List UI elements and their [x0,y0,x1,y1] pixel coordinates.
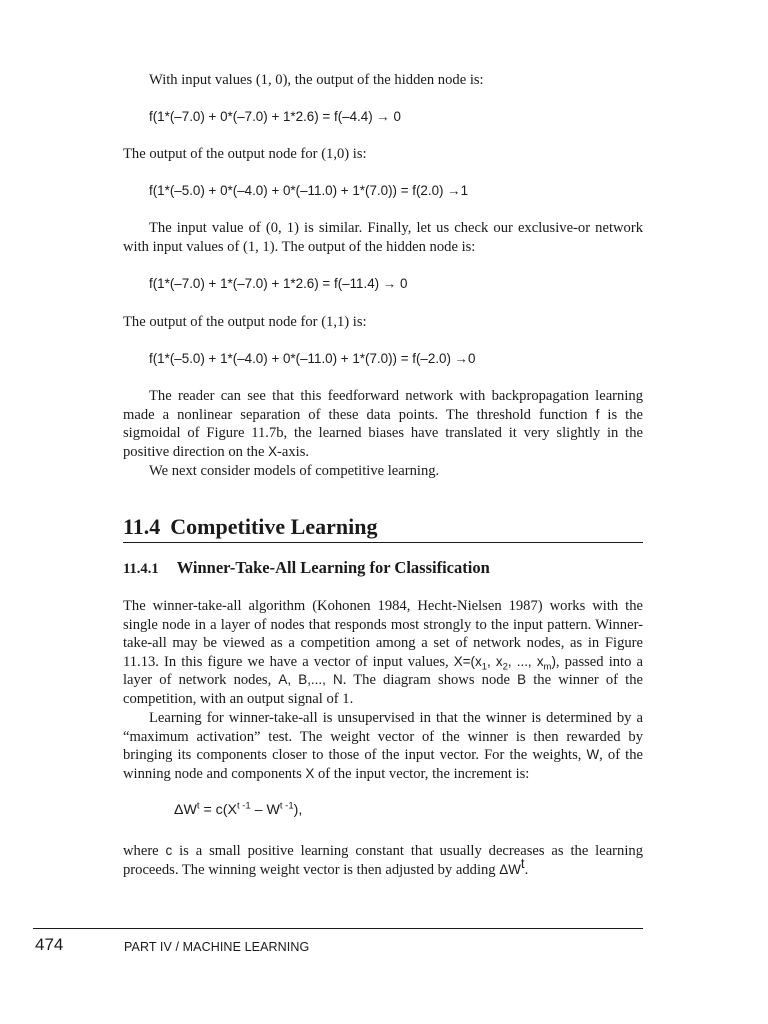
text: The reader can see that this feedforward network with backpropagation learning made a nonlinear separation of these data points. The threshold function [123,388,643,423]
subscript: 2 [502,661,508,673]
superscript: t -1 [236,800,251,812]
text: is the sigmoidal of Figure 11.7b, the learned biases have translated it very slightly in the positive direction on the [123,406,643,460]
text: = c(X [199,802,237,818]
symbol-x: X [305,765,315,781]
text: The winner-take-all algorithm (Kohonen 1984, Hecht-Nielsen 1987) works with the single node in a layer of nodes that responds most strongly to the input pattern. Winner-take-all may be viewed as a competition among a set of network nodes, as in Figure 11.13. In this figure we have a vector of input values, [123,598,643,670]
paragraph-next-models: We next consider models of competitive learning. [149,463,440,479]
text: , of the winning node and components [123,747,644,782]
text: Learning for winner-take-all is unsupervised in that the winner is determined by a “maximum activation” test. The weight vector of the winner is then rewarded by bringing its components closer to those of the input vector. For the weights, [123,710,643,764]
symbol-delta-w: ΔW [499,861,521,877]
text: X=(x [453,653,482,669]
paragraph-feedforward-summary [123,387,643,461]
subsection-heading [123,557,490,580]
section-heading [123,513,643,543]
superscript: t -1 [279,800,294,812]
paragraph-output-node-11: The output of the output node for (1,1) is: [123,314,367,330]
equation-output-node-10: f(1*(–5.0) + 0*(–4.0) + 0*(–11.0) + 1*(7.0)) = f(2.0) →1 [149,183,469,198]
paragraph-learning-constant [123,842,643,879]
section-title: Competitive Learning [170,514,378,539]
text: – W [250,802,280,818]
symbol-f: f [595,406,600,422]
paragraph-hidden-node-10: With input values (1, 0), the output of the hidden node is: [149,72,484,88]
text: where [123,843,166,859]
text: ), [293,802,303,818]
input-vector-notation [453,653,556,673]
subsection-title: Winner-Take-All Learning for Classification [176,558,490,577]
page-number: 474 [35,935,64,954]
text: the winner of the competition, with an output signal of 1. [123,672,643,707]
running-head: PART IV / MACHINE LEARNING [124,940,310,954]
node-list: A, B,..., N [278,672,343,688]
text: of the input vector, the increment is: [314,765,530,782]
subscript: 1 [481,661,487,673]
footer-divider [33,928,643,929]
equation-weight-increment [174,801,302,819]
symbol-w: W [586,747,600,763]
text: ΔW [174,802,197,818]
text: , passed into a layer of network nodes, [123,653,643,689]
section-number: 11.4 [123,514,161,539]
text: . [524,861,529,878]
superscript: t [196,800,200,812]
paragraph-learning-unsupervised [123,709,643,783]
paragraph-input-01: The input value of (0, 1) is similar. Finally, let us check our exclusive-or network with input values of (1, 1). The output of the hidden node is: [123,220,643,255]
paragraph-winner-take-all [123,597,643,709]
text: , ..., x [507,653,544,669]
equation-hidden-node-10: f(1*(–7.0) + 0*(–7.0) + 1*2.6) = f(–4.4) → 0 [149,109,401,124]
subsection-number: 11.4.1 [123,561,159,577]
text: ) [551,653,556,669]
text: -axis. [277,443,310,460]
superscript: t [520,855,525,871]
text: , x [486,653,503,669]
node-b: B [517,672,527,688]
text: . The diagram shows node [342,672,518,689]
paragraph-output-node-10: The output of the output node for (1,0) is: [123,146,367,162]
equation-hidden-node-11: f(1*(–7.0) + 1*(–7.0) + 1*2.6) = f(–11.4) → 0 [149,276,408,291]
symbol-x: X [268,443,278,459]
text: is a small positive learning constant that usually decreases as the learning proceeds. The winning weight vector is then adjusted by adding [123,843,643,878]
equation-output-node-11: f(1*(–5.0) + 1*(–4.0) + 0*(–11.0) + 1*(7.0)) = f(–2.0) →0 [149,351,476,366]
subscript: m [543,661,552,673]
symbol-c: c [165,843,173,858]
